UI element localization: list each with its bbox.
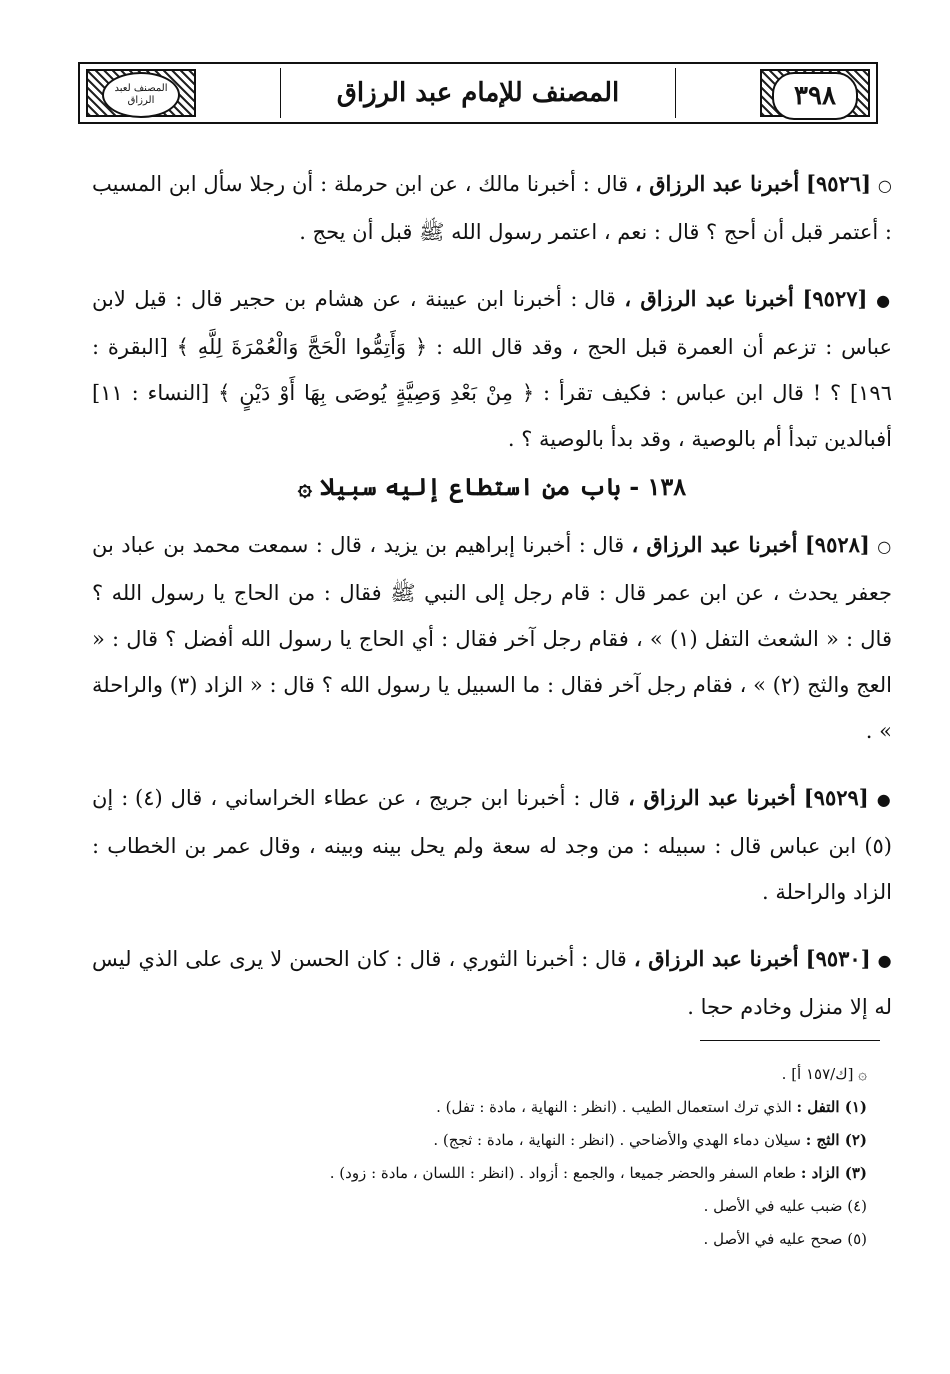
seal-text: المصنف لعبد الرزاق	[114, 83, 168, 106]
hadith-entry-9530	[92, 936, 892, 1030]
footnote-text: طعام السفر والحضر جميعا ، والجمع : أزواد . (انظر : اللسان ، مادة : زود) .	[329, 1164, 797, 1182]
footnote-text: سيلان دماء الهدي والأضاحي . (انظر : النهاية ، مادة : ثجج) .	[433, 1131, 802, 1149]
entry-marker: ●	[877, 951, 892, 970]
page-header	[78, 62, 878, 124]
footnote-item	[92, 1190, 867, 1223]
footnote-text: الذي ترك استعمال الطيب . (انظر : النهاية ، مادة : تفل) .	[436, 1098, 792, 1116]
entry-marker: ○	[877, 537, 892, 556]
entry-text: قال : أخبرنا إبراهيم بن يزيد ، قال : سمعت محمد بن عباد بن جعفر يحدث ، عن ابن عمر قال : قام رجل إلى النبي ﷺ فقال : من الحاج يا رسول الله ؟ قال : « الشعث التفل (١) » ، فقام رجل آخر فقال : أي الحاج يا رسول الله أفضل ؟ قال : « العج والثج (٢) » ، فقام رجل آخر فقال : ما السبيل يا رسول الله ؟ قال : « الزاد (٣) والراحلة » .	[92, 533, 892, 743]
entry-isnad: أخبرنا عبد الرزاق ،	[628, 785, 796, 810]
footnote-item	[92, 1058, 867, 1091]
entry-text: قال : أخبرنا ابن جريج ، عن عطاء الخراساني ، قال (٤) : إن (٥) ابن عباس قال : سبيله : من وجد له سعة ولم يحل بينه وبينه ، وقال عمر بن الخطاب : الزاد والراحلة .	[92, 786, 892, 904]
footnote-text: ۞ [ك/١٥٧ أ] .	[781, 1065, 867, 1083]
page-number: ٣٩٨	[772, 72, 858, 120]
footnote-term: (١) التفل :	[796, 1098, 867, 1116]
entry-number: [٩٥٢٩]	[803, 785, 869, 810]
footnote-item	[92, 1157, 867, 1190]
hadith-entry-9526	[92, 161, 892, 255]
entry-text: قال : أخبرنا ابن عيينة ، عن هشام بن حجير قال : قيل لابن عباس : تزعم أن العمرة قبل الحج ، وقد قال الله : ﴿ وَأَتِمُّوا الْحَجَّ وَالْعُمْرَةَ لِلَّهِ ﴾ [البقرة : ١٩٦] ؟ ! قال ابن عباس : فكيف تقرأ : ﴿ مِنْ بَعْدِ وَصِيَّةٍ يُوصَى بِهَا أَوْ دَيْنٍ ﴾ [النساء : ١١] أفبالدين تبدأ أم بالوصية ، وقد بدأ بالوصية ؟ .	[92, 287, 892, 451]
book-seal-logo	[102, 72, 180, 118]
footnote-divider	[700, 1040, 880, 1041]
entry-isnad: أخبرنا عبد الرزاق ،	[631, 532, 798, 557]
entry-marker: ○	[877, 176, 892, 195]
main-text	[92, 140, 892, 1040]
footnote-item	[92, 1091, 867, 1124]
entry-number: [٩٥٢٧]	[802, 286, 868, 311]
entry-isnad: أخبرنا عبد الرزاق ،	[635, 171, 800, 196]
entry-text: قال : أخبرنا الثوري ، قال : كان الحسن لا يرى على الذي ليس له إلا منزل وخادم حجا .	[92, 947, 892, 1019]
hadith-entry-9527	[92, 276, 892, 462]
chapter-heading: ١٣٨ - باب من استطاع إليه سبيلا ۞	[297, 472, 687, 501]
footnote-term: (٣) الزاد :	[800, 1164, 867, 1182]
footnote-text: (٥) صحح عليه في الأصل .	[703, 1230, 867, 1248]
footnote-term: (٢) الثج :	[805, 1131, 867, 1149]
entry-marker: ●	[876, 291, 892, 310]
footnotes	[92, 1058, 867, 1256]
footnote-text: (٤) ضبب عليه في الأصل .	[703, 1197, 867, 1215]
hadith-entry-9529	[92, 775, 892, 915]
footnote-item	[92, 1124, 867, 1157]
entry-isnad: أخبرنا عبد الرزاق ،	[624, 286, 794, 311]
entry-number: [٩٥٣٠]	[805, 946, 871, 971]
entry-marker: ●	[876, 790, 892, 809]
book-title: المصنف للإمام عبد الرزاق	[280, 68, 676, 118]
hadith-entry-9528	[92, 522, 892, 754]
entry-number: [٩٥٢٦]	[806, 171, 871, 196]
entry-isnad: أخبرنا عبد الرزاق ،	[633, 946, 799, 971]
entry-number: [٩٥٢٨]	[804, 532, 870, 557]
entry-text: قال : أخبرنا مالك ، عن ابن حرملة : أن رجلا سأل ابن المسيب : أعتمر قبل أن أحج ؟ قال : نعم ، اعتمر رسول الله ﷺ قبل أن يحج .	[92, 172, 892, 244]
footnote-item	[92, 1223, 867, 1256]
